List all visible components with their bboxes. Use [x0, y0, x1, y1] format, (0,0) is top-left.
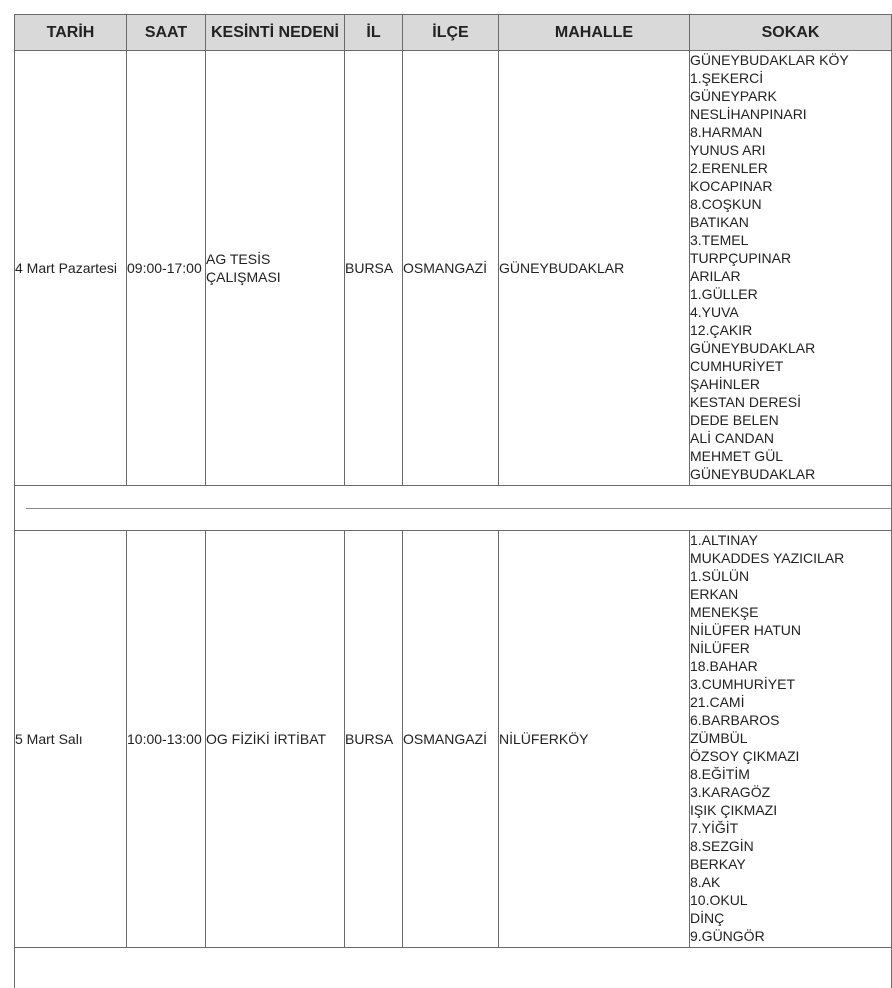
- street-name: 21.CAMİ: [690, 694, 745, 710]
- street-name: YUNUS ARI: [690, 142, 766, 158]
- street-name: KESTAN DERESİ: [690, 394, 801, 410]
- street-name: 8.SEZGİN: [690, 838, 754, 854]
- row-separator: [15, 486, 892, 531]
- district-cell: OSMANGAZİ: [403, 51, 499, 486]
- district-cell: OSMANGAZİ: [403, 531, 499, 948]
- power-outage-table: [14, 14, 892, 988]
- street-name: TURPÇUPINAR: [690, 250, 792, 266]
- street-name: 1.ALTINAY: [690, 532, 758, 548]
- street-name: 9.GÜNGÖR: [690, 928, 765, 944]
- table-row: [15, 531, 892, 948]
- street-name: MENEKŞE: [690, 604, 759, 620]
- street-name: 6.BARBAROS: [690, 712, 780, 728]
- header-row: [15, 15, 892, 51]
- header-time: SAAT: [127, 15, 206, 51]
- neighborhood-cell: NİLÜFERKÖY: [499, 531, 690, 948]
- time-cell: 10:00-13:00: [127, 531, 206, 948]
- time-cell: 09:00-17:00: [127, 51, 206, 486]
- street-name: 7.YİĞİT: [690, 820, 739, 836]
- street-name: ALİ CANDAN: [690, 430, 775, 446]
- street-cell: [690, 51, 892, 486]
- street-name: GÜNEYBUDAKLAR KÖY: [690, 52, 849, 68]
- street-name: 3.TEMEL: [690, 232, 749, 248]
- reason-cell: OG FİZİKİ İRTİBAT: [206, 531, 345, 948]
- street-name: 4.YUVA: [690, 304, 739, 320]
- street-name: NİLÜFER HATUN: [690, 622, 801, 638]
- street-name: ŞAHİNLER: [690, 376, 761, 392]
- street-name: 3.CUMHURİYET: [690, 676, 796, 692]
- street-name: GÜNEYBUDAKLAR: [690, 466, 816, 482]
- street-name: GÜNEYPARK: [690, 88, 777, 104]
- street-name: IŞIK ÇIKMAZI: [690, 802, 778, 818]
- street-name: 12.ÇAKIR: [690, 322, 753, 338]
- street-name: DİNÇ: [690, 910, 725, 926]
- reason-cell: AG TESİS ÇALIŞMASI: [206, 51, 345, 486]
- street-cell: [690, 531, 892, 948]
- street-name: NİLÜFER: [690, 640, 750, 656]
- street-name: 1.SÜLÜN: [690, 568, 750, 584]
- street-name: BERKAY: [690, 856, 746, 872]
- street-name: MUKADDES YAZICILAR: [690, 550, 845, 566]
- street-list: [690, 531, 891, 947]
- header-reason: KESİNTİ NEDENİ: [206, 15, 345, 51]
- street-name: DEDE BELEN: [690, 412, 779, 428]
- street-name: CUMHURİYET: [690, 358, 784, 374]
- street-name: 3.KARAGÖZ: [690, 784, 771, 800]
- header-neighborhood: MAHALLE: [499, 15, 690, 51]
- street-name: 8.COŞKUN: [690, 196, 762, 212]
- street-list: [690, 51, 891, 485]
- street-name: ZÜMBÜL: [690, 730, 748, 746]
- street-name: 1.ŞEKERCİ: [690, 70, 764, 86]
- date-cell: 5 Mart Salı: [15, 531, 127, 948]
- table-row: [15, 51, 892, 486]
- divider: [26, 508, 891, 509]
- street-name: 18.BAHAR: [690, 658, 758, 674]
- header-date: TARİH: [15, 15, 127, 51]
- street-name: GÜNEYBUDAKLAR: [690, 340, 816, 356]
- header-street: SOKAK: [690, 15, 892, 51]
- street-name: ARILAR: [690, 268, 741, 284]
- neighborhood-cell: GÜNEYBUDAKLAR: [499, 51, 690, 486]
- separator-cell: [15, 486, 892, 531]
- trailing-cell: [15, 948, 892, 988]
- province-cell: BURSA: [345, 531, 403, 948]
- street-name: 2.ERENLER: [690, 160, 768, 176]
- date-cell: 4 Mart Pazartesi: [15, 51, 127, 486]
- street-name: MEHMET GÜL: [690, 448, 784, 464]
- street-name: NESLİHANPINARI: [690, 106, 807, 122]
- province-cell: BURSA: [345, 51, 403, 486]
- street-name: KOCAPINAR: [690, 178, 773, 194]
- street-name: ERKAN: [690, 586, 739, 602]
- street-name: BATIKAN: [690, 214, 749, 230]
- header-province: İL: [345, 15, 403, 51]
- street-name: 1.GÜLLER: [690, 286, 758, 302]
- header-district: İLÇE: [403, 15, 499, 51]
- trailing-row: [15, 948, 892, 988]
- street-name: 10.OKUL: [690, 892, 748, 908]
- street-name: 8.HARMAN: [690, 124, 763, 140]
- street-name: ÖZSOY ÇIKMAZI: [690, 748, 800, 764]
- street-name: 8.AK: [690, 874, 721, 890]
- street-name: 8.EĞİTİM: [690, 766, 750, 782]
